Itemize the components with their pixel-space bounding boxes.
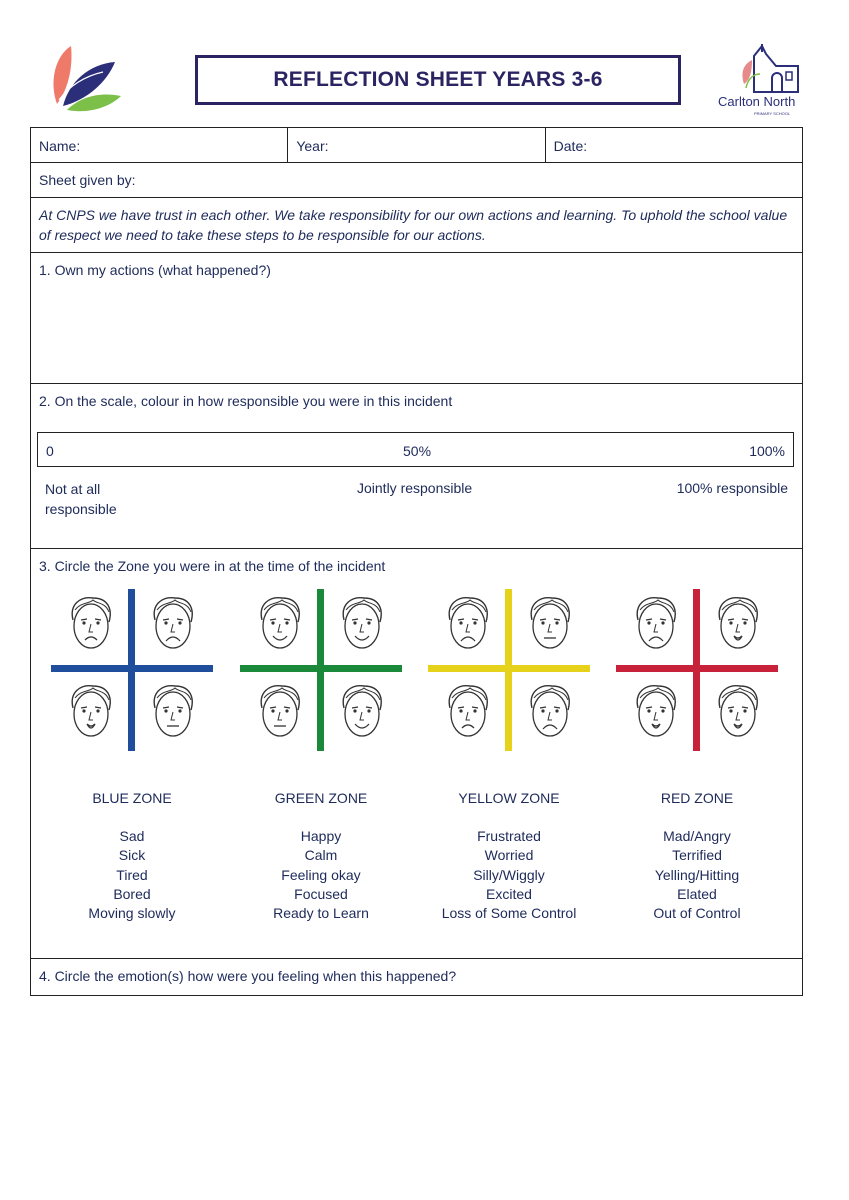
zone-emotion-item[interactable]: Yelling/Hitting xyxy=(654,866,740,883)
scale-left-caption-2: responsible xyxy=(45,500,117,517)
given-by-field[interactable]: Sheet given by: xyxy=(31,163,802,198)
zone-emotion-list xyxy=(231,827,411,923)
school-logo-text: Carlton North xyxy=(718,94,796,109)
zone-emotion-item[interactable]: Terrified xyxy=(672,847,722,864)
step4-field[interactable]: 4. Circle the emotion(s) how were you feeling when this happened? xyxy=(39,968,457,984)
face-illustration-icon xyxy=(63,594,119,654)
school-building-icon xyxy=(716,44,806,94)
reflection-form xyxy=(30,127,803,996)
zone-name: BLUE ZONE xyxy=(92,790,172,806)
zone-cross-horizontal xyxy=(51,665,213,672)
zone-grid-3[interactable] xyxy=(428,589,590,754)
zone-emotion-item[interactable]: Worried xyxy=(484,847,534,864)
zone-emotion-item[interactable]: Elated xyxy=(677,885,717,902)
zone-emotion-item[interactable]: Tired xyxy=(116,866,148,883)
date-field[interactable]: Date: xyxy=(553,138,588,154)
school-logo-subtext: PRIMARY SCHOOL xyxy=(754,111,791,116)
zone-emotion-list xyxy=(419,827,599,923)
zone-emotion-list xyxy=(42,827,222,923)
zone-emotion-item[interactable]: Calm xyxy=(304,847,338,864)
zone-grid-2[interactable] xyxy=(240,589,402,754)
face-illustration-icon xyxy=(252,594,308,654)
leaf-logo xyxy=(45,42,123,114)
responsibility-scale[interactable] xyxy=(37,432,794,467)
face-illustration-icon xyxy=(522,682,578,742)
face-illustration-icon xyxy=(710,594,766,654)
face-illustration-icon xyxy=(710,682,766,742)
zone-name: GREEN ZONE xyxy=(274,790,368,806)
face-illustration-icon xyxy=(628,594,684,654)
zone-name: RED ZONE xyxy=(660,790,734,806)
zone-cross-horizontal xyxy=(616,665,778,672)
zone-emotion-item[interactable]: Focused xyxy=(294,885,348,902)
face-illustration-icon xyxy=(334,594,390,654)
zone-emotion-list xyxy=(607,827,787,923)
zone-emotion-item[interactable]: Excited xyxy=(486,885,532,902)
zone-grid-1[interactable] xyxy=(51,589,213,754)
step3-label: 3. Circle the Zone you were in at the time of the incident xyxy=(39,558,386,574)
zone-emotion-item[interactable]: Feeling okay xyxy=(281,866,361,883)
details-row xyxy=(31,128,802,163)
year-field[interactable]: Year: xyxy=(288,128,545,162)
face-illustration-icon xyxy=(334,682,390,742)
zone-cross-horizontal xyxy=(428,665,590,672)
page-title: REFLECTION SHEET YEARS 3-6 xyxy=(273,68,603,91)
name-field[interactable]: Name: xyxy=(31,128,288,162)
zone-emotion-item[interactable]: Ready to Learn xyxy=(273,905,369,922)
scale-middle-caption: Jointly responsible xyxy=(357,480,473,496)
scale-left-caption-1: Not at all xyxy=(45,481,101,497)
step1-field[interactable]: 1. Own my actions (what happened?) xyxy=(31,253,802,384)
school-logo xyxy=(716,44,806,120)
zone-emotion-item[interactable]: Silly/Wiggly xyxy=(473,866,545,883)
zone-cross-horizontal xyxy=(240,665,402,672)
intro-text: At CNPS we have trust in each other. We take responsibility for our own actions and learning. To uphold the school value of respect we need to take these steps to be responsible for our actions. xyxy=(31,198,802,253)
title-box xyxy=(195,55,681,105)
face-illustration-icon xyxy=(628,682,684,742)
zone-emotion-item[interactable]: Mad/Angry xyxy=(663,828,731,844)
zone-emotion-item[interactable]: Happy xyxy=(300,828,342,844)
face-illustration-icon xyxy=(522,594,578,654)
scale-right: 100% xyxy=(749,443,785,459)
zone-emotion-item[interactable]: Frustrated xyxy=(477,828,541,844)
zone-emotion-item[interactable]: Sad xyxy=(119,828,145,844)
zone-emotion-item[interactable]: Loss of Some Control xyxy=(441,905,577,922)
scale-left: 0 xyxy=(46,443,54,459)
zone-emotion-item[interactable]: Bored xyxy=(113,885,151,902)
step2-section xyxy=(31,384,802,549)
face-illustration-icon xyxy=(145,594,201,654)
face-illustration-icon xyxy=(252,682,308,742)
zone-name: YELLOW ZONE xyxy=(458,790,560,806)
scale-right-caption: 100% responsible xyxy=(676,480,788,496)
zone-emotion-item[interactable]: Sick xyxy=(118,847,146,864)
zone-grid-4[interactable] xyxy=(616,589,778,754)
zone-emotion-item[interactable]: Out of Control xyxy=(653,905,741,922)
face-illustration-icon xyxy=(440,594,496,654)
step2-label: 2. On the scale, colour in how responsible you were in this incident xyxy=(39,393,453,409)
face-illustration-icon xyxy=(63,682,119,742)
face-illustration-icon xyxy=(145,682,201,742)
step3-section xyxy=(31,549,802,959)
zone-emotion-item[interactable]: Moving slowly xyxy=(88,905,176,922)
scale-middle: 50% xyxy=(403,443,432,459)
face-illustration-icon xyxy=(440,682,496,742)
